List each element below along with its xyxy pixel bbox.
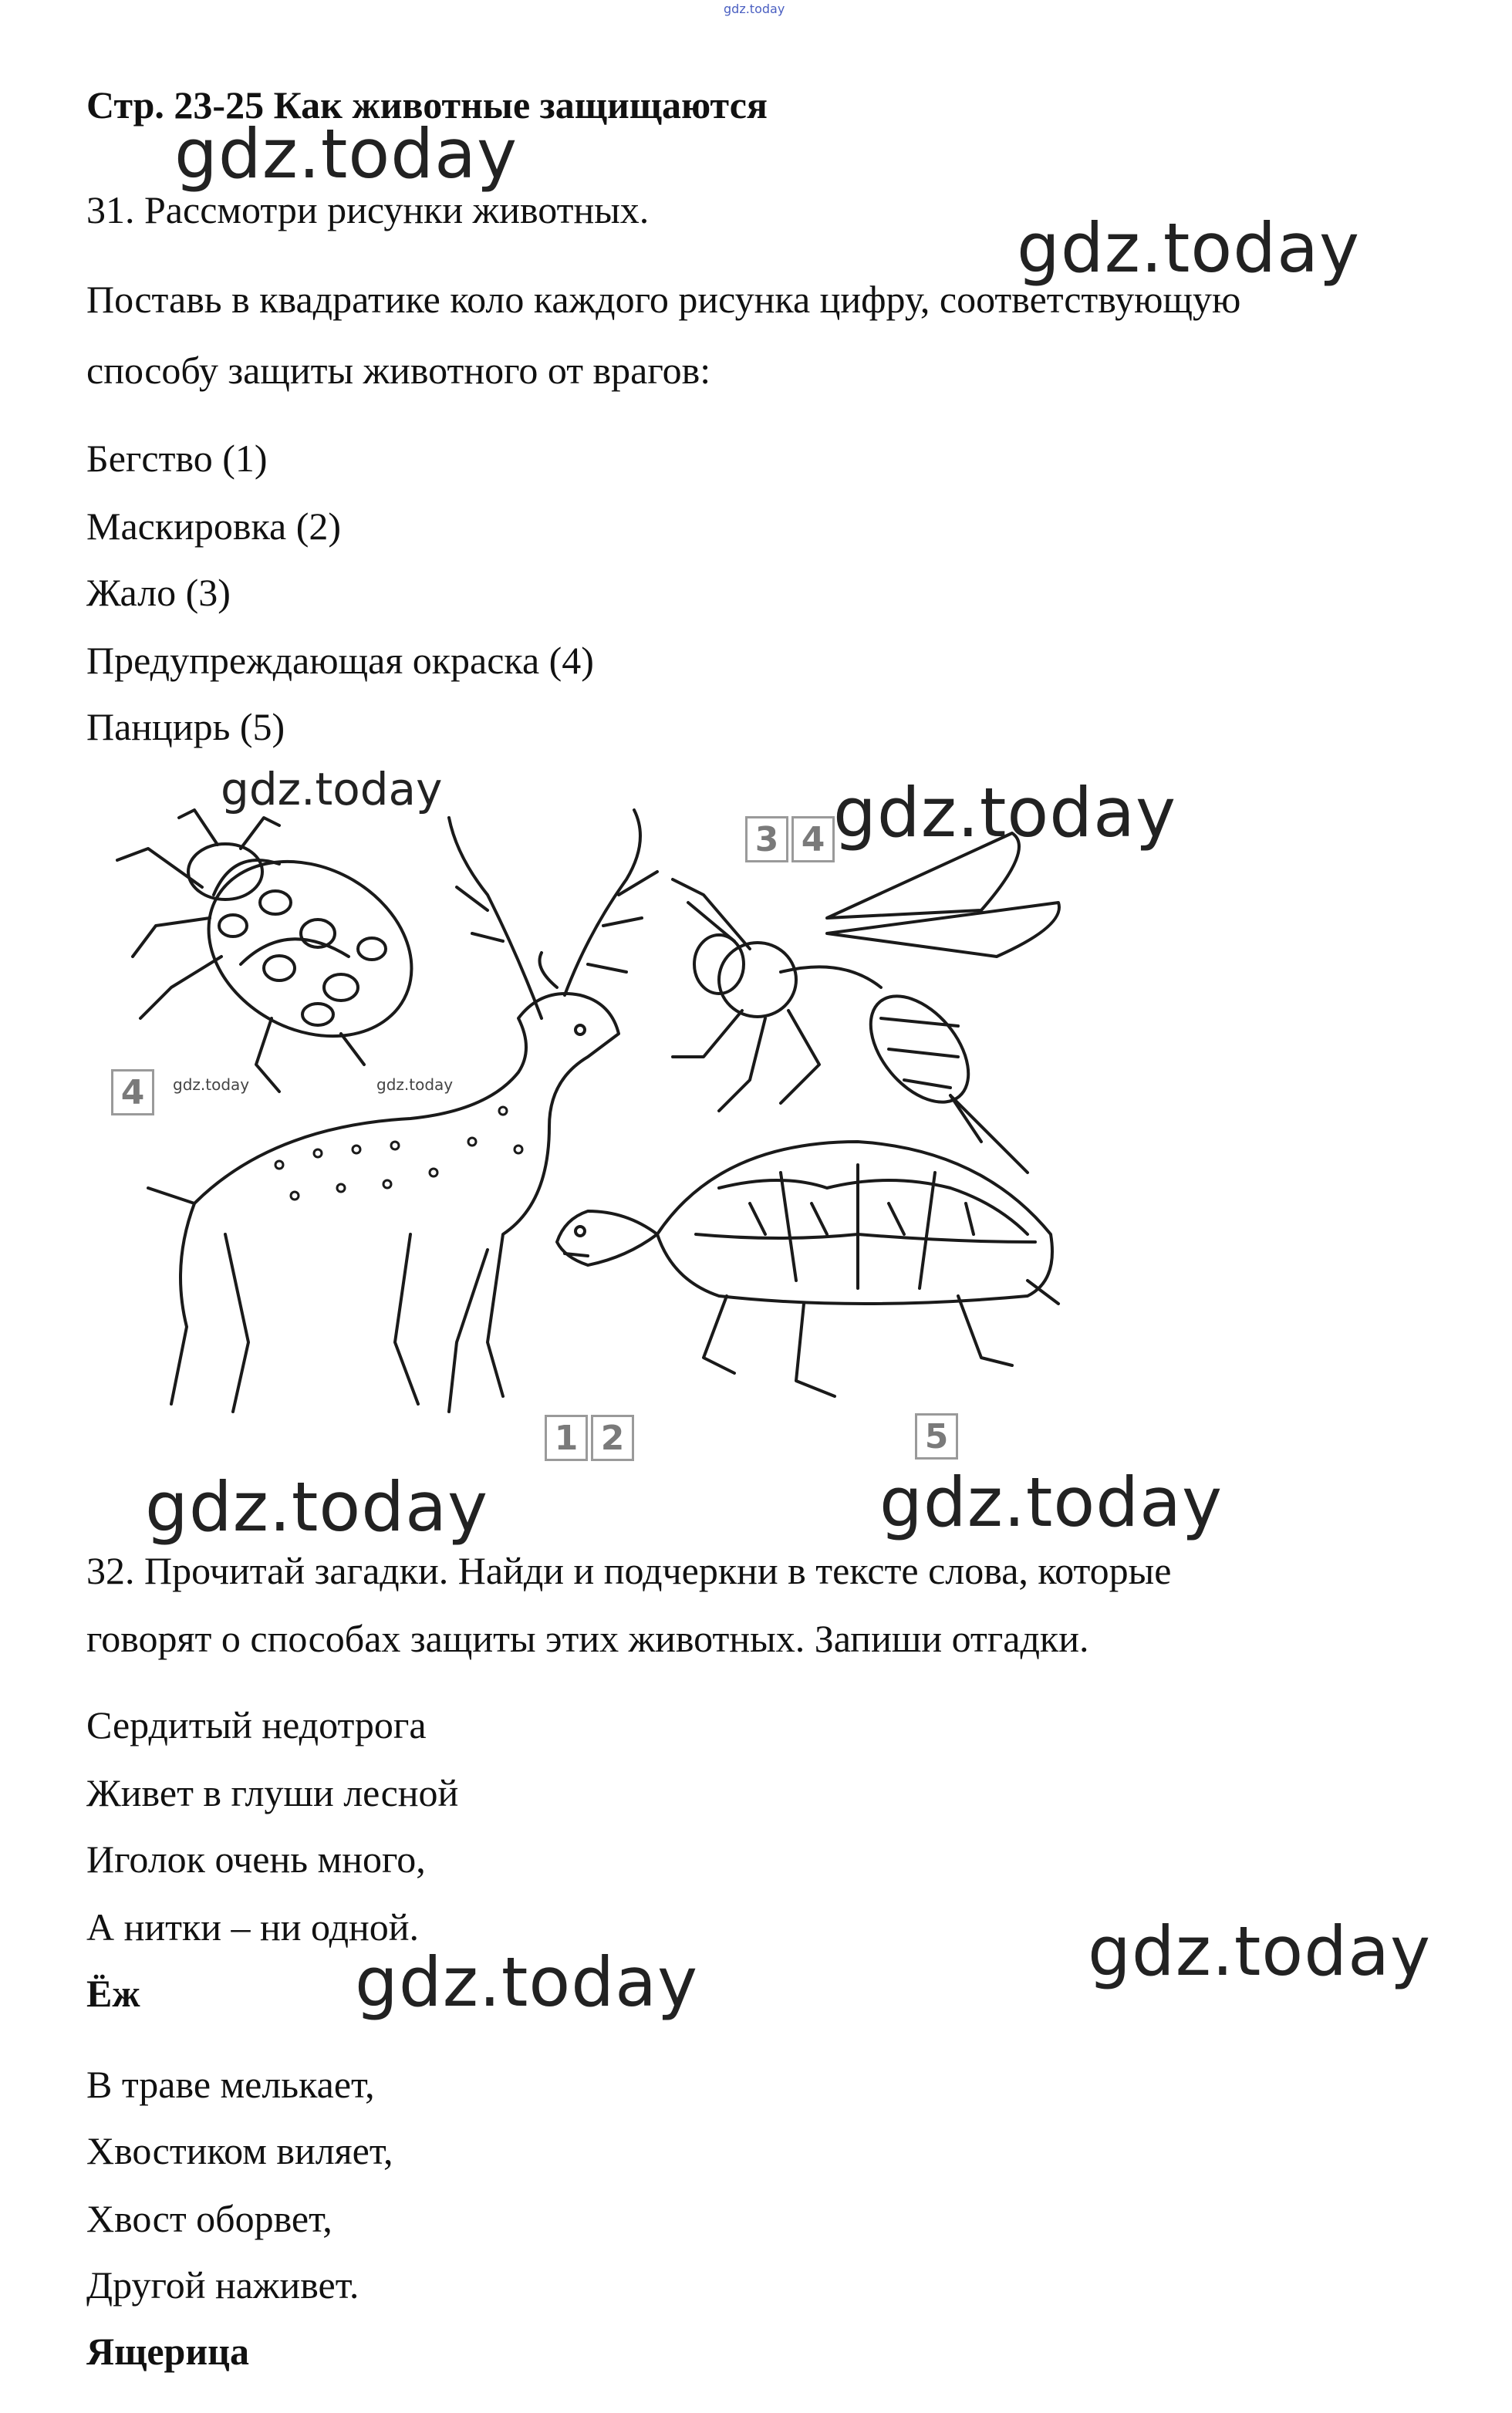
answer-box[interactable]: 2 [591,1415,634,1461]
watermark-text: gdz.today [173,1075,250,1094]
riddle-line: Другой наживет. [86,2263,359,2307]
watermark-text: gdz.today [833,773,1177,852]
answer-box[interactable]: 5 [915,1413,958,1460]
riddle-line: Сердитый недотрога [86,1703,427,1746]
option-item: Жало (3) [86,571,231,614]
riddle-line: А нитки – ни одной. [86,1905,420,1949]
watermark-text: gdz.today [1017,208,1361,288]
riddle-line: Живет в глуши лесной [86,1771,459,1814]
riddle-line: Хвост оборвет, [86,2197,332,2240]
option-item: Маскировка (2) [86,505,342,548]
watermark-text: gdz.today [221,763,443,815]
answer-turtle [915,1413,958,1463]
watermark-text: gdz.today [145,1467,489,1547]
task-31-heading: 31. Рассмотри рисунки животных. [86,188,650,231]
watermark-text: gdz.today [355,1942,699,2022]
task-31-instruction-line-1: Поставь в квадратике коло каждого рисунка цифру, соответствующую [86,278,1241,321]
ladybug-drawing [117,810,442,1092]
answer-wasp [745,816,835,866]
riddle-answer: Ящерица [86,2330,249,2373]
answer-box[interactable]: 1 [545,1415,588,1461]
answer-box[interactable]: 4 [791,816,835,862]
riddle-line: В траве мелькает, [86,2063,375,2106]
animals-illustration [86,802,1120,1435]
wasp-drawing [673,833,1059,1173]
answer-deer [545,1415,634,1464]
turtle-drawing [557,1142,1058,1396]
option-item: Бегство (1) [86,437,268,480]
watermark-text: gdz.today [879,1463,1223,1542]
watermark-text: gdz.today [174,114,518,194]
watermark-text: gdz.today [1088,1912,1432,1991]
watermark-text: gdz.today [376,1075,454,1094]
task-31-instruction-line-2: способу защиты животного от врагов: [86,349,711,392]
option-item: Предупреждающая окраска (4) [86,639,594,682]
task-32-heading-line-2: говорят о способах защиты этих животных. Запиши отгадки. [86,1617,1089,1660]
top-watermark: gdz.today [724,2,785,16]
answer-box[interactable]: 3 [745,816,788,862]
answer-box[interactable]: 4 [111,1069,154,1115]
riddle-line: Хвостиком виляет, [86,2129,393,2172]
riddle-line: Иголок очень много, [86,1838,426,1881]
page-title: Стр. 23-25 Как животные защищаются [86,83,768,127]
task-32-heading-line-1: 32. Прочитай загадки. Найди и подчеркни в тексте слова, которые [86,1549,1172,1592]
answer-ladybug [111,1069,154,1119]
option-item: Панцирь (5) [86,705,285,748]
riddle-answer: Ёж [86,1972,140,2015]
